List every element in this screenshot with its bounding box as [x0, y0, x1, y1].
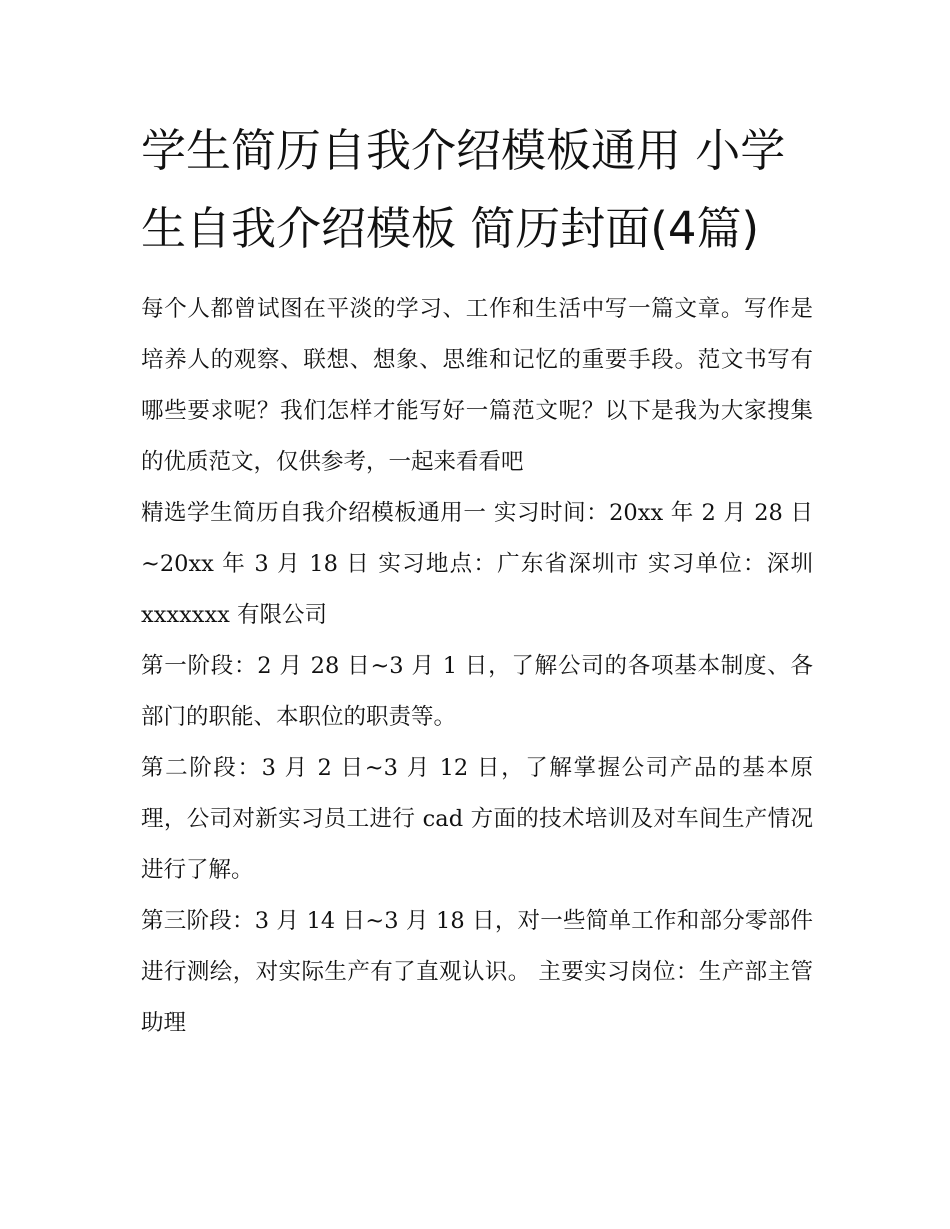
internship-info-paragraph: 精选学生简历自我介绍模板通用一 实习时间：20xx 年 2 月 28 日~20xx 年 3 月 18 日 实习地点：广东省深圳市 实习单位：深圳 xxxxxxx 有限公司 — [141, 500, 813, 628]
stage-one-paragraph: 第一阶段：2 月 28 日~3 月 1 日，了解公司的各项基本制度、各部门的职能、本职位的职责等。 — [141, 653, 813, 730]
intro-paragraph: 每个人都曾试图在平淡的学习、工作和生活中写一篇文章。写作是培养人的观察、联想、想象、思维和记忆的重要手段。范文书写有哪些要求呢？我们怎样才能写好一篇范文呢？以下是我为大家搜集的优质范文，仅供参考，一起来看看吧 — [141, 296, 813, 475]
document-title: 学生简历自我介绍模板通用 小学生自我介绍模板 简历封面(4篇) — [141, 124, 786, 255]
stage-three-paragraph: 第三阶段：3 月 14 日~3 月 18 日，对一些简单工作和部分零部件进行测绘，对实际生产有了直观认识。 主要实习岗位：生产部主管助理 — [141, 908, 813, 1036]
stage-two-paragraph: 第二阶段：3 月 2 日~3 月 12 日，了解掌握公司产品的基本原理，公司对新实习员工进行 cad 方面的技术培训及对车间生产情况进行了解。 — [141, 755, 813, 883]
document-body — [141, 112, 813, 1049]
